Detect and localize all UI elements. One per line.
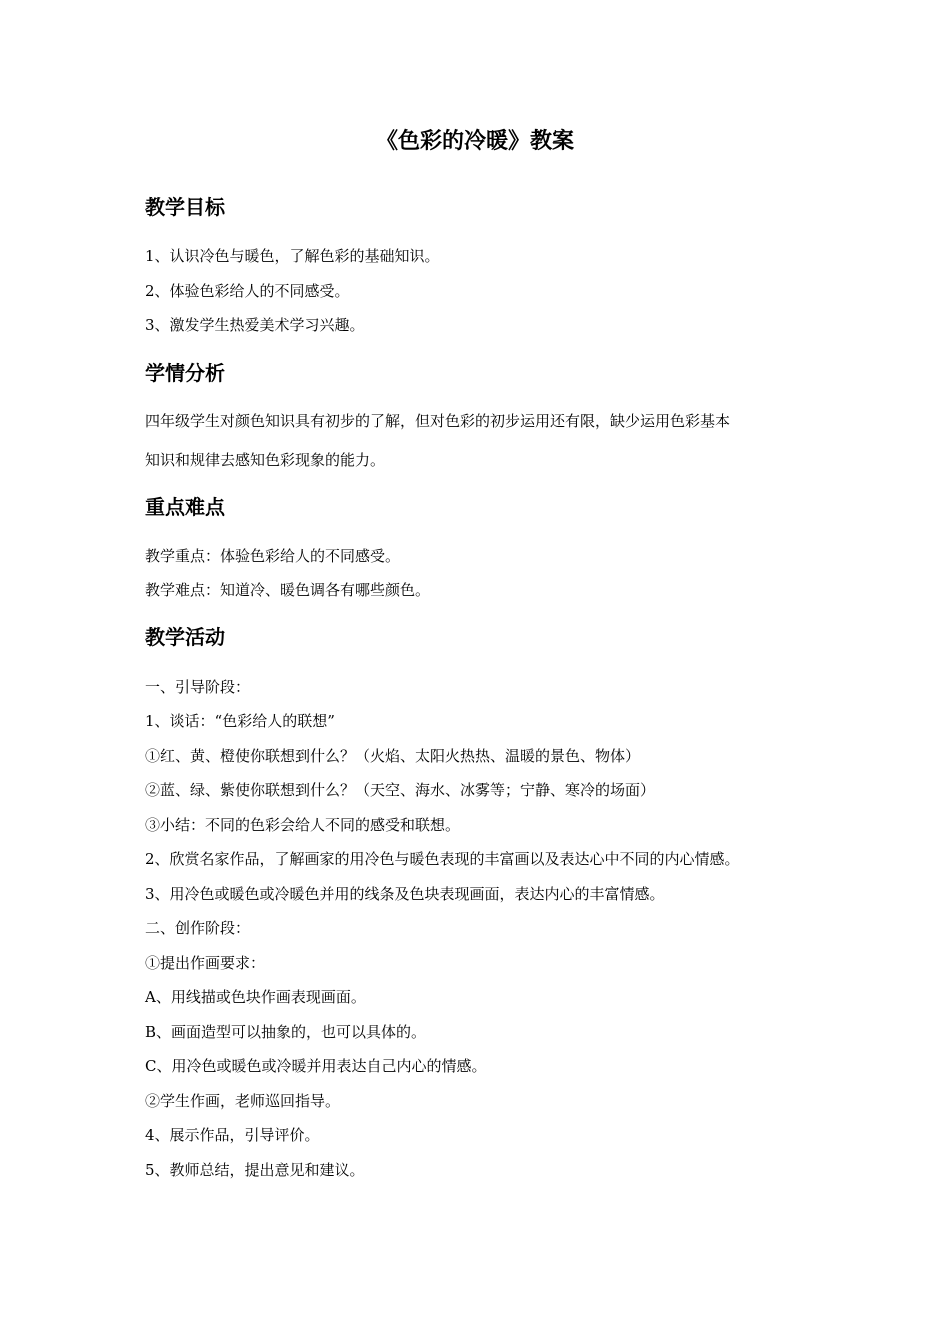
activity-item: A、用线描或色块作画表现画面。 [145,988,366,1006]
activity-item: 4、展示作品，引导评价。 [145,1126,320,1144]
activity-item: ②蓝、绿、紫使你联想到什么？（天空、海水、冰雾等；宁静、寒冷的场面） [145,781,656,799]
document-title: 《色彩的冷暖》教案 [375,129,574,154]
activity-item: 二、创作阶段： [145,919,251,937]
activity-item: B、画面造型可以抽象的，也可以具体的。 [145,1023,427,1041]
activity-item: C、用冷色或暖色或冷暖并用表达自己内心的情感。 [145,1057,487,1075]
activity-item: 一、引导阶段： [145,678,251,696]
activity-item: 2、欣赏名家作品，了解画家的用冷色与暖色表现的丰富画以及表达心中不同的内心情感。 [145,850,740,868]
goal-item: 2、体验色彩给人的不同感受。 [145,282,350,300]
goal-item: 3、激发学生热爱美术学习兴趣。 [145,316,365,334]
section-heading-activities: 教学活动 [145,625,225,649]
key-point-item: 教学难点：知道冷、暖色调各有哪些颜色。 [145,581,431,599]
section-heading-analysis: 学情分析 [145,361,225,385]
key-point-item: 教学重点：体验色彩给人的不同感受。 [145,547,401,565]
section-heading-key-points: 重点难点 [145,495,225,519]
activity-item: 5、教师总结，提出意见和建议。 [145,1161,365,1179]
analysis-line: 四年级学生对颜色知识具有初步的了解，但对色彩的初步运用还有限，缺少运用色彩基本 [145,412,731,430]
activity-item: ①提出作画要求： [145,954,266,972]
goal-item: 1、认识冷色与暖色，了解色彩的基础知识。 [145,247,440,265]
section-heading-goals: 教学目标 [145,195,225,219]
activity-item: ③小结：不同的色彩会给人不同的感受和联想。 [145,816,461,834]
activity-item: 3、用冷色或暖色或冷暖色并用的线条及色块表现画面，表达内心的丰富情感。 [145,885,665,903]
analysis-line: 知识和规律去感知色彩现象的能力。 [145,451,386,469]
activity-item: ①红、黄、橙使你联想到什么？（火焰、太阳火热热、温暖的景色、物体） [145,747,641,765]
activity-item: 1、谈话：“色彩给人的联想” [145,712,335,730]
activity-item: ②学生作画，老师巡回指导。 [145,1092,341,1110]
